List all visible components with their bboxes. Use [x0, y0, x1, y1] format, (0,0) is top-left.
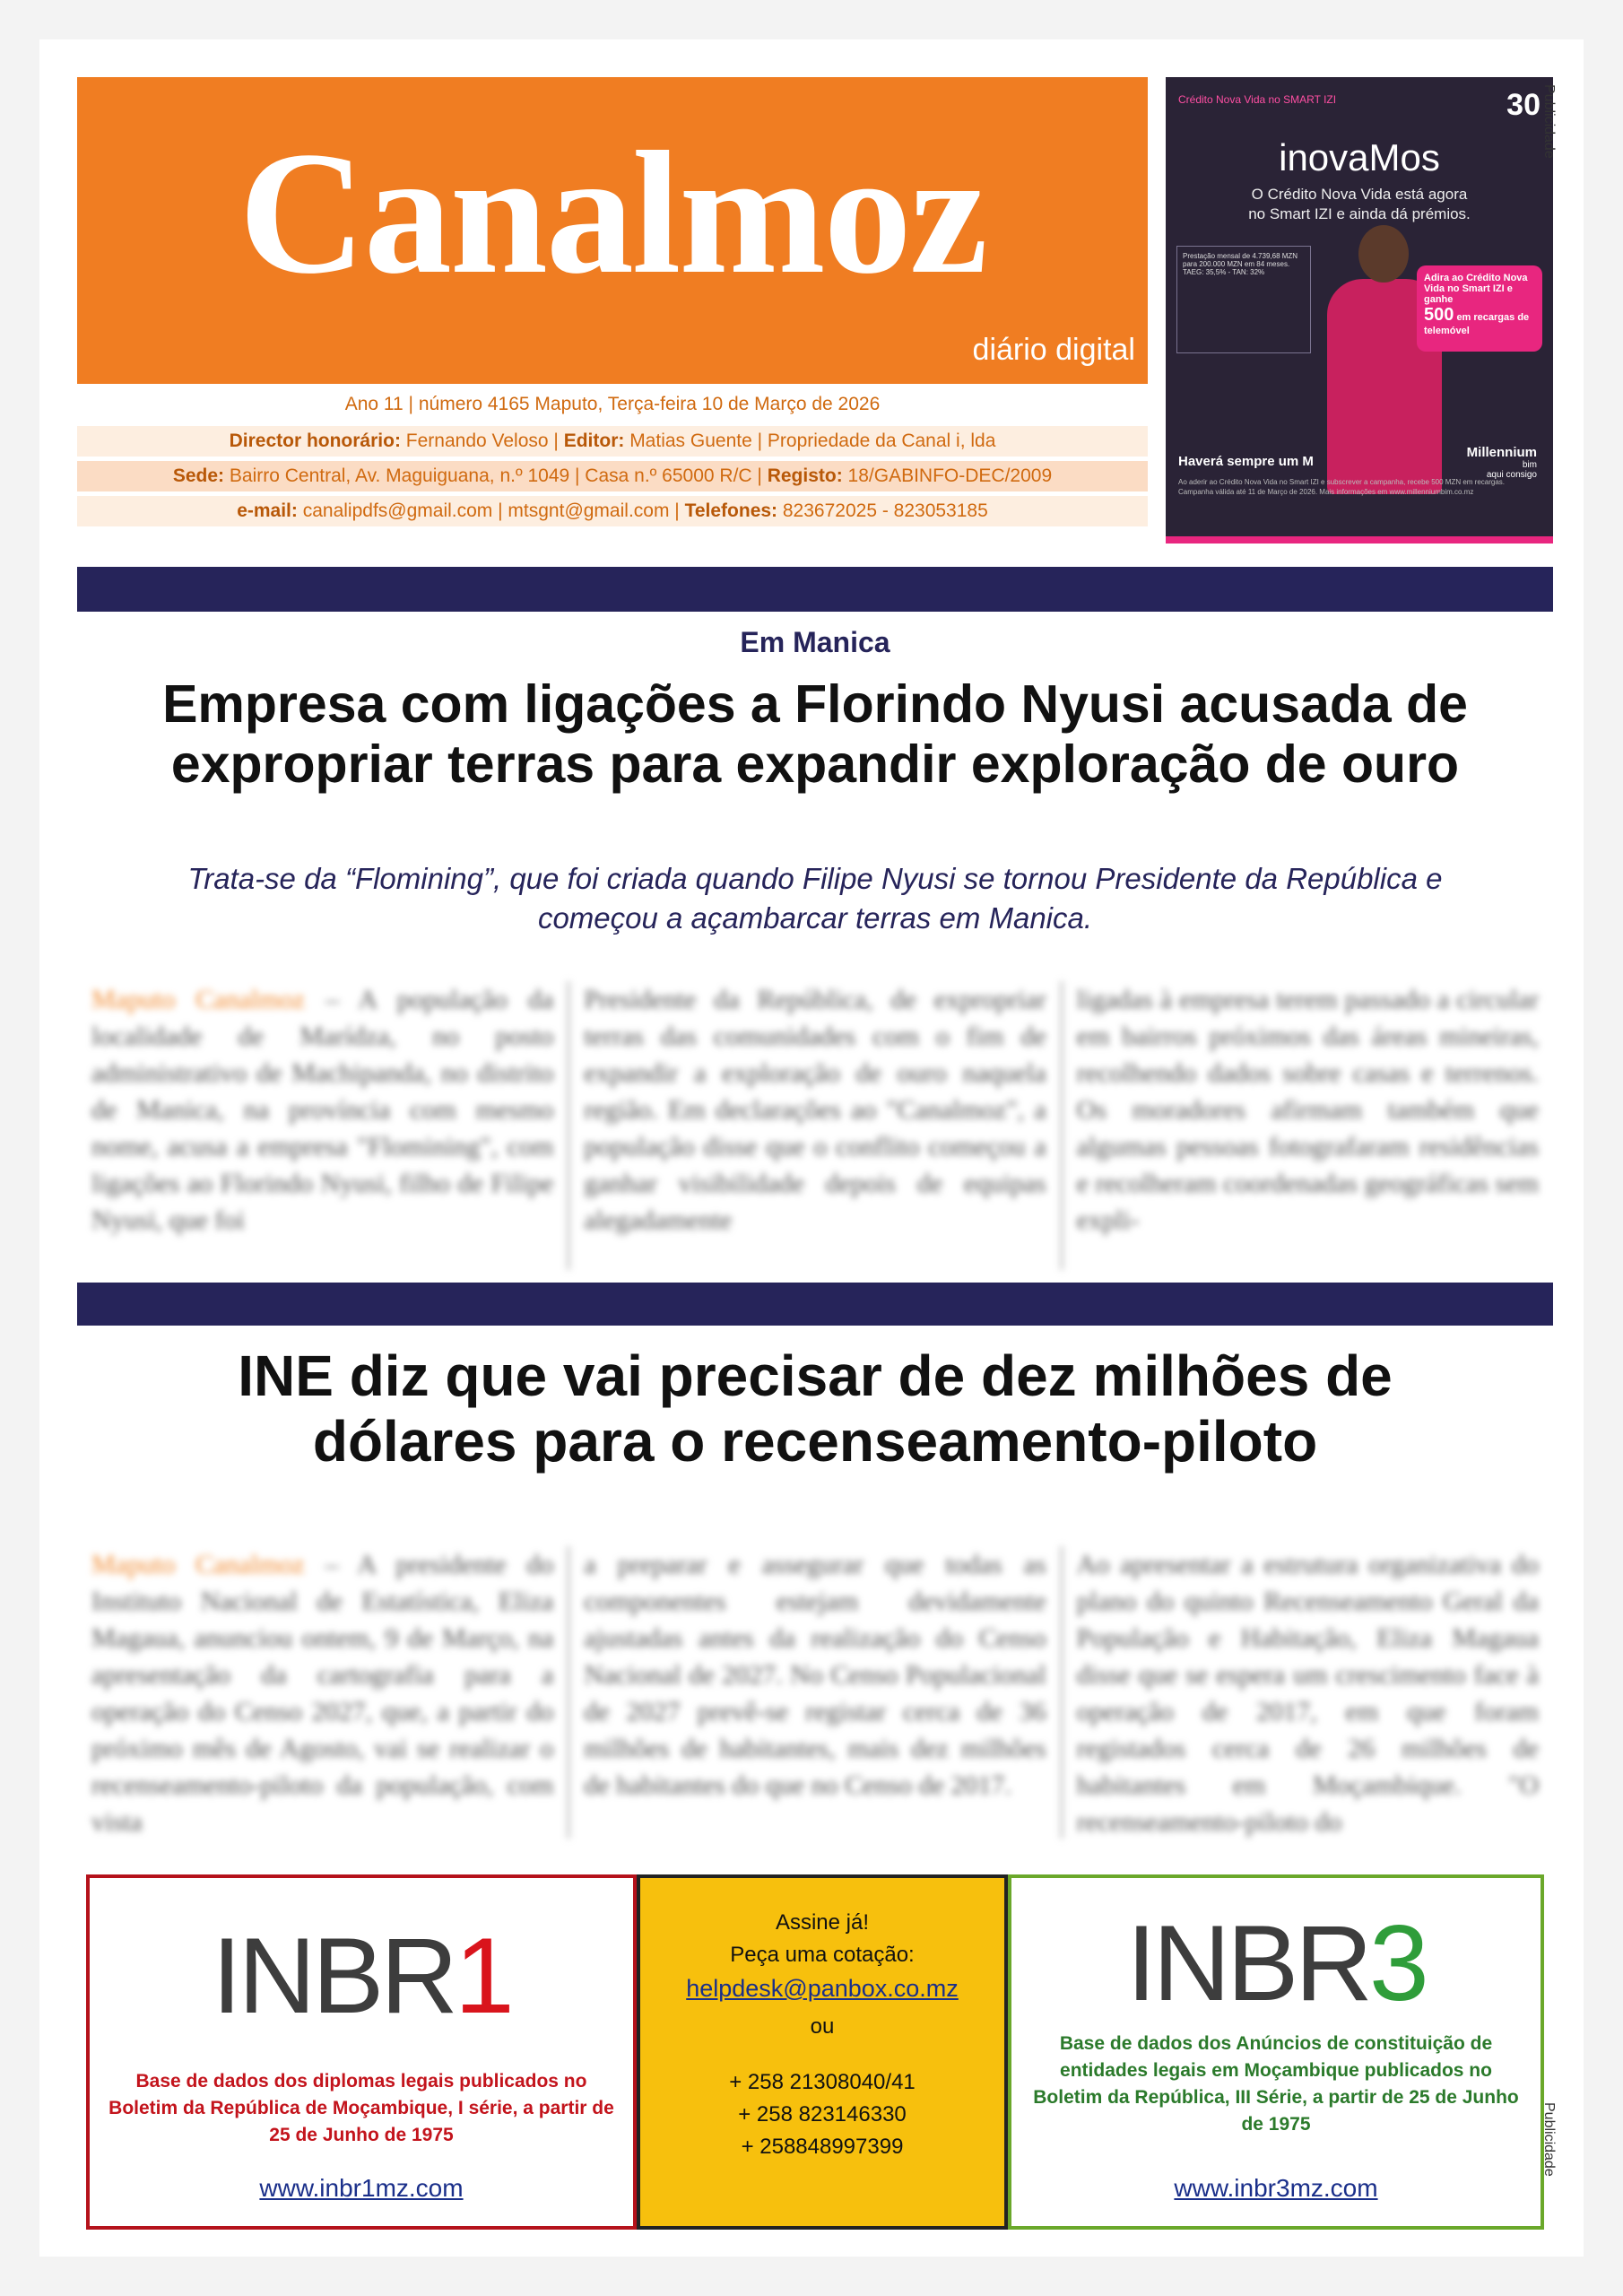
phones-value: 823672025 - 823053185	[777, 500, 988, 521]
staff-line	[77, 426, 1148, 457]
section-divider-1	[77, 567, 1553, 612]
inbr3-link[interactable]: www.inbr3mz.com	[1174, 2174, 1378, 2202]
inbr1-link[interactable]: www.inbr1mz.com	[259, 2174, 464, 2202]
email-value[interactable]: canalipdfs@gmail.com | mtsgnt@gmail.com |	[297, 500, 685, 521]
article1-dateline: Maputo Canalmoz	[91, 985, 306, 1014]
inbr3-description: Base de dados dos Anúncios de constituição de entidades legais em Moçambique publicados no Boletim da República, III Série, a partir de 25 de Junho de 1975	[1033, 2033, 1519, 2135]
advertising-label-bottom: Publicidade	[1541, 2102, 1557, 2177]
bottom-advertising	[86, 1874, 1544, 2230]
article2-headline-line1: INE diz que vai precisar de dez milhões de	[238, 1344, 1393, 1408]
article2-body	[77, 1546, 1553, 1839]
sede-label: Sede:	[172, 465, 225, 486]
ad-strip-text: Crédito Nova Vida no SMART IZI	[1178, 93, 1337, 106]
article2-dateline: Maputo Canalmoz	[91, 1550, 305, 1579]
article2-column-2: a preparar e assegurar que todas as componentes estejam devidamente ajustadas antes da realização do Censo Nacional de 2027. No Censo Populacional de 2027 prevê-se registar cerca de 36 milhões de habitantes, mais dez milhões de habitantes do que no Censo de 2017.	[568, 1546, 1060, 1839]
or-text: ou	[810, 2014, 835, 2039]
newspaper-page	[39, 39, 1584, 2257]
sede-value: Bairro Central, Av. Maguiguana, n.º 1049 | Casa n.º 65000 R/C |	[224, 465, 768, 486]
anniversary-badge: 30	[1506, 88, 1541, 122]
ad-subtitle	[1166, 185, 1553, 224]
request-quote: Peça uma cotação:	[730, 1943, 915, 1967]
phone-1: + 258 21308040/41	[729, 2070, 916, 2094]
inbr1-logo	[90, 1918, 633, 2034]
ad-slogan: Haverá sempre um M	[1178, 454, 1314, 469]
helpdesk-email-row	[640, 1975, 1004, 2003]
ad-offer-line2: em recargas de telemóvel	[1424, 312, 1530, 336]
ad-offer-badge	[1417, 265, 1542, 352]
article1-column-3: ligadas à empresa terem passado a circular em bairros próximos das áreas mineiras, recolhendo dados sobre casas e terrenos. Os moradores afirmam também que algumas pessoas fotografaram residências e recolheram coordenadas geográficas sem expli-	[1061, 981, 1553, 1270]
advertising-label-top: Publicidade	[1541, 84, 1557, 159]
article1-headline-line2: expropriar terras para expandir exploração de ouro	[170, 735, 1460, 795]
address-line	[77, 461, 1148, 491]
ad-terms-box: Prestação mensal de 4.739,68 MZN para 200.000 MZN em 84 meses. TAEG: 35,5% - TAN: 32%	[1176, 246, 1311, 353]
phone-3: + 258848997399	[741, 2135, 904, 2159]
masthead	[77, 77, 1148, 387]
inbr3-ad[interactable]	[1008, 1874, 1544, 2230]
editor-value: Matias Guente | Propriedade da Canal i, lda	[624, 430, 996, 451]
inbr1-ad[interactable]	[86, 1874, 637, 2230]
ad-person-head	[1358, 225, 1409, 283]
director-label: Director honorário:	[229, 430, 401, 451]
inbr1-logo-text: INBR	[212, 1916, 455, 2036]
ad-subtitle-line2: no Smart IZI e ainda dá prémios.	[1248, 205, 1471, 222]
registo-label: Registo:	[767, 465, 843, 486]
issue-line-text: Ano 11 | número 4165 Maputo, Terça-feira 10 de Março de 2026	[344, 394, 881, 414]
masthead-tagline: diário digital	[972, 333, 1135, 367]
article1-lede-line2: começou a açambarcar terras em Manica.	[537, 901, 1093, 935]
inbr3-logo-text: INBR	[1126, 1903, 1369, 2023]
article1-body	[77, 981, 1553, 1270]
canalmoz-logo: Canalmoz	[239, 115, 986, 310]
article1-lede-line1: Trata-se da “Flomining”, que foi criada quando Filipe Nyusi se tornou Presidente da República e	[187, 862, 1443, 895]
director-value: Fernando Veloso |	[400, 430, 564, 451]
bank-name: Millennium	[1466, 445, 1537, 460]
inbr1-description: Base de dados dos diplomas legais publicados no Boletim da República de Moçambique, I série, a partir de 25 de Junho de 1975	[108, 2071, 614, 2145]
phones-label: Telefones:	[684, 500, 778, 521]
article2-column-1	[77, 1546, 568, 1839]
article1-kicker: Em Manica	[740, 626, 890, 658]
article2-headline[interactable]	[77, 1344, 1553, 1474]
inbr3-logo	[1011, 1905, 1541, 2022]
ad-brand-title: inovaMos	[1279, 136, 1440, 178]
ad-offer-line1: Adira ao Crédito Nova Vida no Smart IZI e ganhe	[1424, 273, 1528, 305]
registo-value: 18/GABINFO-DEC/2009	[842, 465, 1053, 486]
article2-headline-line2: dólares para o recenseamento-piloto	[312, 1408, 1318, 1474]
article2-column-3: Ao apresentar a estrutura organizativa do plano do quinto Recenseamento Geral da População e Habitação, Eliza Magaua disse que se espera um crescimento face à operação de 2017, em que foram registados cerca de 26 milhões de habitantes em Moçambique. "O recenseamento-piloto do	[1061, 1546, 1553, 1839]
article1-column-1-text: – A população da localidade de Marídza, no posto administrativo de Machipanda, no distrito de Manica, na província com mesmo nome, acusa a empresa "Flomining", com ligações ao Florindo Nyusi, filho de Filipe Nyusi, que foi	[91, 985, 554, 1235]
masthead-info	[77, 387, 1148, 531]
article1-headline-line1: Empresa com ligações a Florindo Nyusi acusada de	[162, 674, 1468, 734]
article1-lede	[77, 859, 1553, 938]
contact-line	[77, 496, 1148, 526]
bank-logo	[1467, 445, 1537, 480]
article2-column-1-text: – A presidente do Instituto Nacional de Estatística, Eliza Magaua, anunciou ontem, 9 de Março, na apresentação da cartografia para a operação do Censo 2027, que, a partir do próximo mês de Agosto, vai se realizar o recenseamento-piloto da população, com vista	[91, 1550, 554, 1837]
phone-2: + 258 823146330	[738, 2102, 907, 2126]
bank-sub: bim	[1522, 460, 1537, 470]
ad-offer-amount: 500	[1424, 305, 1454, 325]
helpdesk-email-link[interactable]: helpdesk@panbox.co.mz	[686, 1975, 959, 2002]
issue-line	[77, 387, 1148, 422]
ad-bottom-bar	[1166, 536, 1553, 544]
email-label: e-mail:	[237, 500, 298, 521]
inbr3-logo-number: 3	[1368, 1903, 1426, 2023]
ad-fine-print: Ao aderir ao Crédito Nova Vida no Smart IZI e subscrever a campanha, recebe 500 MZN em recargas. Campanha válida até 11 de Março de 2026. Mais informações em www.millenniumbim.co.mz	[1178, 478, 1506, 496]
subscription-ad	[637, 1874, 1008, 2230]
article1-column-2: Presidente da República, de expropriar terras das comunidades com o fim de expandir a exploração de ouro naquela região. Em declarações ao "Canalmoz", a população disse que o conflito começou a ganhar visibilidade depois de equipas alegadamente	[568, 981, 1060, 1270]
bank-sub2: aqui consigo	[1486, 470, 1537, 480]
article1-headline[interactable]	[77, 674, 1553, 796]
subscribe-now: Assine já!	[775, 1910, 870, 1935]
section-divider-2	[77, 1283, 1553, 1326]
inbr1-logo-number: 1	[454, 1916, 511, 2036]
editor-label: Editor:	[563, 430, 625, 451]
article1-column-1	[77, 981, 568, 1270]
ad-subtitle-line1: O Crédito Nova Vida está agora	[1251, 186, 1468, 203]
millennium-bim-ad[interactable]	[1166, 77, 1553, 544]
